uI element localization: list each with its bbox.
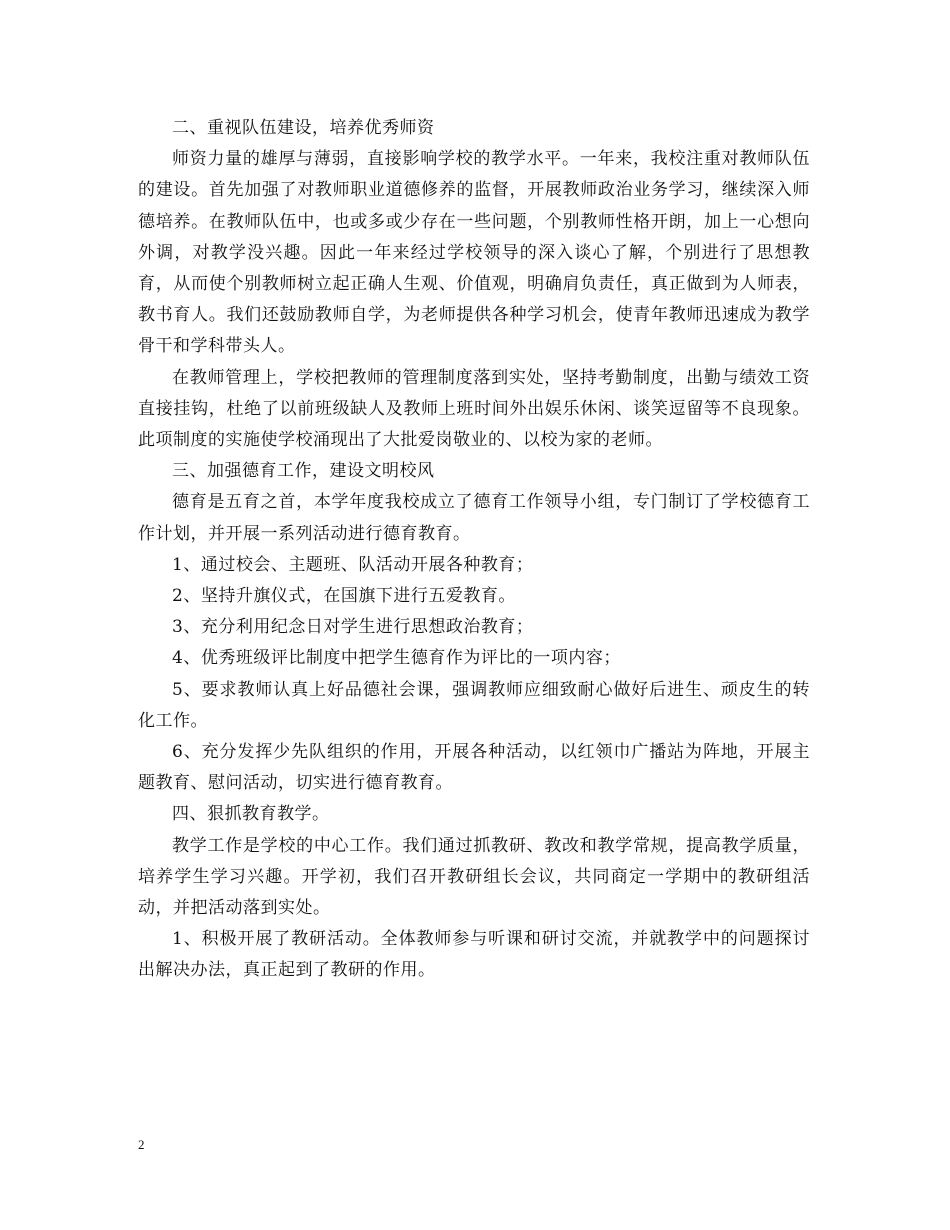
list-item: 1、积极开展了教研活动。全体教师参与听课和研讨交流，并就教学中的问题探讨出解决办法，真正起到了教研的作用。 [138, 929, 810, 981]
section-heading-4: 四、狠抓教育教学。 [172, 804, 330, 825]
page-number: 2 [138, 1137, 145, 1152]
paragraph: 在教师管理上，学校把教师的管理制度落到实处，坚持考勤制度，出勤与绩效工资直接挂钩，杜绝了以前班级缺人及教师上班时间外出娱乐休闲、谈笑逗留等不良现象。此项制度的实施使学校涌现出了大批爱岗敬业的、以校为家的老师。 [138, 367, 810, 451]
section-heading-3: 三、加强德育工作，建设文明校风 [172, 461, 435, 482]
paragraph: 教学工作是学校的中心工作。我们通过抓教研、教改和教学常规，提高教学质量，培养学生学习兴趣。开学初，我们召开教研组长会议，共同商定一学期中的教研组活动，并把活动落到实处。 [138, 835, 810, 919]
paragraph: 师资力量的雄厚与薄弱，直接影响学校的教学水平。一年来，我校注重对教师队伍的建设。首先加强了对教师职业道德修养的监督，开展教师政治业务学习，继续深入师德培养。在教师队伍中，也或多或少存在一些问题，个别教师性格开朗，加上一心想向外调，对教学没兴趣。因此一年来经过学校领导的深入谈心了解，个别进行了思想教育，从而使个别教师树立起正确人生观、价值观，明确肩负责任，真正做到为人师表，教书育人。我们还鼓励教师自学，为老师提供各种学习机会，使青年教师迅速成为教学骨干和学科带头人。 [138, 149, 810, 357]
paragraph: 德育是五育之首，本学年度我校成立了德育工作领导小组，专门制订了学校德育工作计划，并开展一系列活动进行德育教育。 [138, 492, 810, 544]
list-item: 2、坚持升旗仪式，在国旗下进行五爱教育。 [172, 586, 516, 607]
section-heading-2: 二、重视队伍建设，培养优秀师资 [172, 118, 435, 138]
document-body [138, 113, 810, 987]
list-item: 4、优秀班级评比制度中把学生德育作为评比的一项内容； [172, 648, 621, 669]
list-item: 3、充分利用纪念日对学生进行思想政治教育； [172, 617, 534, 638]
list-item: 6、充分发挥少先队组织的作用，开展各种活动，以红领巾广播站为阵地，开展主题教育、慰问活动，切实进行德育教育。 [138, 742, 810, 794]
list-item: 5、要求教师认真上好品德社会课，强调教师应细致耐心做好后进生、顽皮生的转化工作。 [138, 679, 810, 731]
list-item: 1、通过校会、主题班、队活动开展各种教育； [172, 554, 534, 575]
